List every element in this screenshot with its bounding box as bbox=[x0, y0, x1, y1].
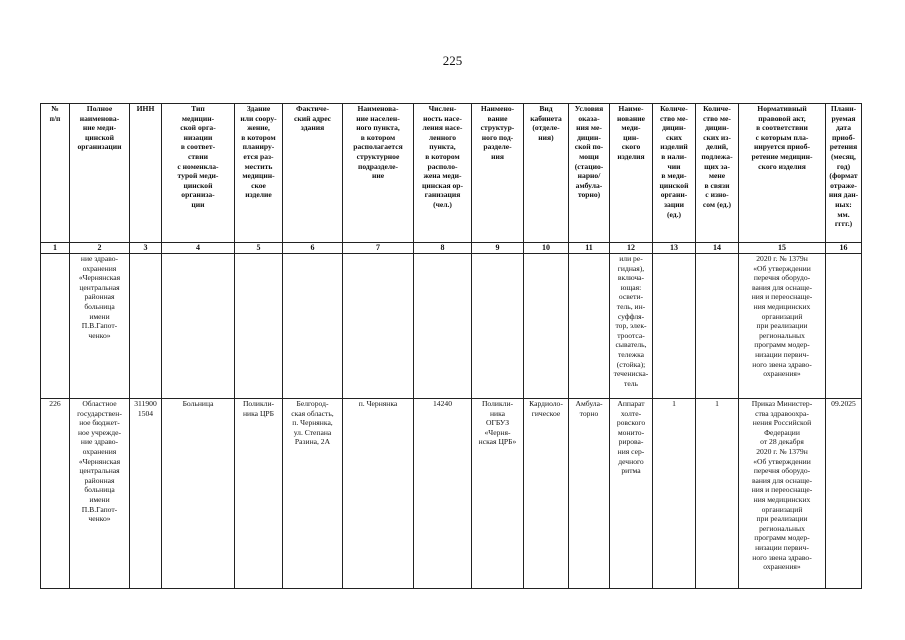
table-cell: п. Чернянка bbox=[343, 399, 414, 589]
table-cell: Аппарат холте- ровского монито- рирова- ния сер- дечного ритма bbox=[610, 399, 653, 589]
col-number: 11 bbox=[569, 243, 610, 254]
col-number: 3 bbox=[130, 243, 162, 254]
col-header: ИНН bbox=[130, 104, 162, 243]
col-number: 14 bbox=[696, 243, 739, 254]
col-number: 10 bbox=[524, 243, 569, 254]
table-cell: Кардиоло- гическое bbox=[524, 399, 569, 589]
table-cell: 09.2025 bbox=[826, 399, 862, 589]
table-cell bbox=[283, 254, 343, 399]
table-cell: Белгород- ская область, п. Чернянка, ул. Степана Разина, 2А bbox=[283, 399, 343, 589]
col-number: 8 bbox=[414, 243, 472, 254]
col-number: 7 bbox=[343, 243, 414, 254]
table-cell: Областное государствен- ное бюджет- ное учрежде- ние здраво- охранения «Чернянская центральная районная больница имени П.В.Гапот- ченко» bbox=[70, 399, 130, 589]
table-cell bbox=[414, 254, 472, 399]
table-cell: Поликли- ника ОГБУЗ «Черня- нская ЦРБ» bbox=[472, 399, 524, 589]
table-cell: ние здраво- охранения «Чернянская центральная районная больница имени П.В.Гапот- ченко» bbox=[70, 254, 130, 399]
table-cell bbox=[524, 254, 569, 399]
table-cell bbox=[653, 254, 696, 399]
table-cell bbox=[472, 254, 524, 399]
table-cell: Амбула- торно bbox=[569, 399, 610, 589]
col-number: 5 bbox=[235, 243, 283, 254]
col-number: 16 bbox=[826, 243, 862, 254]
col-number: 1 bbox=[41, 243, 70, 254]
table-cell: 226 bbox=[41, 399, 70, 589]
col-number: 2 bbox=[70, 243, 130, 254]
table-cell: или ре- гидная), включа- ющая: освети- тель, ин- суффля- тор, элек- троотса- сыватель, тележка (стойка); течениска- тель bbox=[610, 254, 653, 399]
col-header: Условия оказа- ния ме- дицин- ской по- мощи (стацио- нарно/ амбула- торно) bbox=[569, 104, 610, 243]
col-header: Вид кабинета (отделе- ния) bbox=[524, 104, 569, 243]
table-cell: 311900 1504 bbox=[130, 399, 162, 589]
col-header: Полное наименова- ние меди- цинской организации bbox=[70, 104, 130, 243]
table-cell: 14240 bbox=[414, 399, 472, 589]
table-cell bbox=[569, 254, 610, 399]
table-cell bbox=[235, 254, 283, 399]
col-header: Числен- ность насе- ления насе- ленного пункта, в котором располо- жена меди- цинская ор- ганизация (чел.) bbox=[414, 104, 472, 243]
column-number-row bbox=[41, 243, 862, 254]
col-header: Наименова- ние населен- ного пункта, в котором располагается структурное подразделе- ние bbox=[343, 104, 414, 243]
col-header: Здание или соору- жение, в котором планиру- ется раз- местить медицин- ское изделие bbox=[235, 104, 283, 243]
table-cell: Больница bbox=[162, 399, 235, 589]
col-number: 4 bbox=[162, 243, 235, 254]
table-row-continuation bbox=[41, 254, 862, 399]
col-header: Количе- ство ме- дицин- ских изделий в нали- чии в меди- цинской органи- зации (ед.) bbox=[653, 104, 696, 243]
col-header: Фактиче- ский адрес здания bbox=[283, 104, 343, 243]
col-number: 15 bbox=[739, 243, 826, 254]
table-cell bbox=[343, 254, 414, 399]
table-cell: Приказ Министер- ства здравоохра- нения Российской Федерации от 28 декабря 2020 г. № 1379н «Об утверждении перечня оборудо- вания для оснаще- ния и переоснаще- ния медицинских организаций при реализации региональных программ модер- низации первич- ного звена здраво- охранения» bbox=[739, 399, 826, 589]
col-number: 13 bbox=[653, 243, 696, 254]
col-number: 6 bbox=[283, 243, 343, 254]
col-header: Количе- ство ме- дицин- ских из- делий, подлежа- щих за- мене в связи с изно- сом (ед.) bbox=[696, 104, 739, 243]
table-cell bbox=[130, 254, 162, 399]
table-cell bbox=[41, 254, 70, 399]
col-number: 12 bbox=[610, 243, 653, 254]
table-cell: 2020 г. № 1379н «Об утверждении перечня оборудо- вания для оснаще- ния и переоснаще- ния медицинских организаций при реализации региональных программ модер- низации первич- ного звена здраво- охранения» bbox=[739, 254, 826, 399]
table-cell: 1 bbox=[653, 399, 696, 589]
table-cell: Поликли- ника ЦРБ bbox=[235, 399, 283, 589]
page-number: 225 bbox=[442, 53, 463, 68]
table-cell bbox=[696, 254, 739, 399]
col-header: Нормативный правовой акт, в соответствии с которым пла- нируется приоб- ретение медицин- ского изделия bbox=[739, 104, 826, 243]
col-header: Тип медицин- ской орга- низации в соответ- ствии с номенкла- турой меди- цинской организа- ции bbox=[162, 104, 235, 243]
equipment-table bbox=[40, 103, 862, 589]
header-row bbox=[41, 104, 862, 243]
col-number: 9 bbox=[472, 243, 524, 254]
table-cell: 1 bbox=[696, 399, 739, 589]
col-header: Наимено- вание структур- ного под- разделе- ния bbox=[472, 104, 524, 243]
table-cell bbox=[826, 254, 862, 399]
col-header: Плани- руемая дата приоб- ретения (месяц, год) (формат отраже- ния дан- ных: мм. гггг.) bbox=[826, 104, 862, 243]
col-header: № п/п bbox=[41, 104, 70, 243]
table-row bbox=[41, 399, 862, 589]
col-header: Наиме- нование меди- цин- ского изделия bbox=[610, 104, 653, 243]
table-cell bbox=[162, 254, 235, 399]
